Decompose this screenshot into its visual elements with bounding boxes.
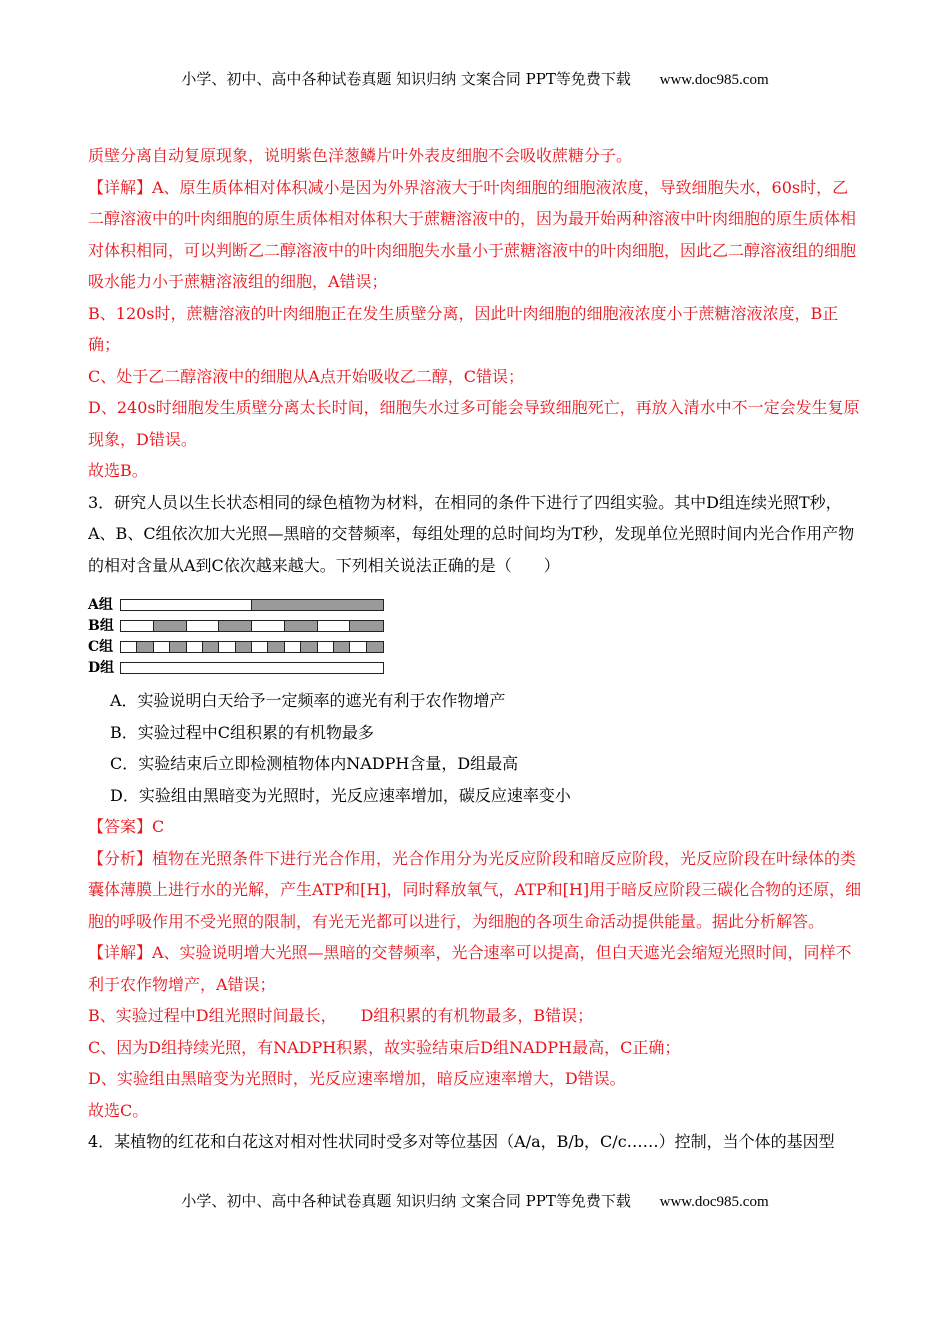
q3-answer: 【答案】C [88, 817, 165, 836]
footer-url[interactable]: www.doc985.com [659, 1194, 769, 1210]
q3-conclusion: 故选C。 [88, 1100, 149, 1120]
dark-segment [252, 600, 383, 610]
q3-option-c: C．实验结束后立即检测植物体内NADPH含量，D组最高 [110, 754, 519, 773]
light-segment [121, 642, 137, 652]
q2-detail-b: B、120s时，蔗糖溶液的叶肉细胞正在发生质壁分离，因此叶肉细胞的细胞液浓度小于蔗糖溶液浓度，B正确； [88, 303, 839, 354]
group-label-d: D组 [88, 660, 115, 676]
q2-conclusion: 故选B。 [88, 461, 148, 480]
light-segment [318, 621, 351, 631]
dark-segment [301, 642, 317, 652]
light-segment [154, 642, 170, 652]
q3-stem: 3．研究人员以生长状态相同的绿色植物为材料，在相同的条件下进行了四组实验。其中D组连续光照T秒，A、B、C组依次加大光照—黑暗的交替频率，每组处理的总时间均为T秒，发现单位光照时间内光合作用产物的相对含量从A到C依次越来越大。下列相关说法正确的是（ ） [88, 492, 855, 575]
q4-stem: 4．某植物的红花和白花这对相对性状同时受多对等位基因（A/a，B/b，C/c……）控制，当个体的基因型 [88, 1132, 835, 1151]
light-segment [187, 642, 203, 652]
q3-detail-d: D、实验组由黑暗变为光照时，光反应速率增加，暗反应速率增大，D错误。 [88, 1069, 626, 1088]
q2-detail: 【详解】A、原生质体相对体积减小是因为外界溶液大于叶肉细胞的细胞液浓度，导致细胞失水，60s时，乙二醇溶液中的叶肉细胞的原生质体相对体积大于蔗糖溶液中的，因为最开始两种溶液中叶肉细胞的原生质体相对体积相同，可以判断乙二醇溶液中的叶肉细胞失水量小于蔗糖溶液中的叶肉细胞，因此乙二醇溶液组的细胞吸水能力小于蔗糖溶液组的细胞，A错误； [88, 177, 857, 291]
diagram-row-b [88, 618, 120, 634]
q3-option-a: A．实验说明白天给予一定频率的遮光有利于农作物增产 [110, 691, 506, 710]
page-content [88, 140, 863, 1158]
dark-segment [137, 642, 153, 652]
light-segment [252, 642, 268, 652]
dark-segment [350, 621, 383, 631]
light-segment [350, 642, 366, 652]
page-footer [0, 1190, 950, 1211]
dark-segment [154, 621, 187, 631]
light-segment [285, 642, 301, 652]
light-segment [121, 600, 252, 610]
header-url[interactable]: www.doc985.com [659, 72, 769, 88]
dark-segment [170, 642, 186, 652]
dark-segment [285, 621, 318, 631]
light-segment [187, 621, 220, 631]
dark-segment [268, 642, 284, 652]
bar-a [120, 599, 384, 611]
diagram-row-c [88, 639, 120, 655]
q3-option-d: D．实验组由黑暗变为光照时，光反应速率增加，碳反应速率变小 [110, 785, 571, 805]
bar-d [120, 662, 384, 674]
dark-segment [203, 642, 219, 652]
q3-option-b: B．实验过程中C组积累的有机物最多 [110, 722, 375, 742]
header-text: 小学、初中、高中各种试卷真题 知识归纳 文案合同 PPT等免费下载 [181, 70, 631, 88]
q3-detail-a: 【详解】A、实验说明增大光照—黑暗的交替频率，光合速率可以提高，但白天遮光会缩短光照时间，同样不利于农作物增产，A错误； [88, 943, 852, 994]
group-label-c: C组 [88, 639, 114, 655]
dark-segment [219, 621, 252, 631]
diagram-row-a [88, 597, 120, 613]
q3-analysis: 【分析】植物在光照条件下进行光合作用，光合作用分为光反应阶段和暗反应阶段，光反应阶段在叶绿体的类囊体薄膜上进行水的光解，产生ATP和[H]，同时释放氧气，ATP和[H]用于暗反应阶段三碳化合物的还原，细胞的呼吸作用不受光照的限制，有光无光都可以进行，为细胞的各项生命活动提供能量。据此分析解答。 [88, 848, 862, 931]
light-segment [121, 621, 154, 631]
light-segment [252, 621, 285, 631]
q3-detail-c: C、因为D组持续光照，有NADPH积累，故实验结束后D组NADPH最高，C正确； [88, 1037, 681, 1057]
page-header [0, 68, 950, 89]
dark-segment [334, 642, 350, 652]
q2-detail-d: D、240s时细胞发生质壁分离太长时间，细胞失水过多可能会导致细胞死亡，再放入清水中不一定会发生复原现象，D错误。 [88, 398, 860, 449]
q2-continuation: 质壁分离自动复原现象，说明紫色洋葱鳞片叶外表皮细胞不会吸收蔗糖分子。 [88, 146, 633, 165]
light-dark-diagram [88, 597, 398, 679]
bar-c [120, 641, 384, 653]
group-label-a: A组 [88, 597, 113, 613]
q2-detail-c: C、处于乙二醇溶液中的细胞从A点开始吸收乙二醇，C错误； [88, 366, 525, 386]
footer-text: 小学、初中、高中各种试卷真题 知识归纳 文案合同 PPT等免费下载 [181, 1192, 631, 1210]
light-segment [318, 642, 334, 652]
dark-segment [367, 642, 383, 652]
light-segment [121, 663, 383, 673]
bar-b [120, 620, 384, 632]
group-label-b: B组 [88, 618, 114, 634]
q3-detail-b: B、实验过程中D组光照时间最长， D组积累的有机物最多，B错误； [88, 1006, 594, 1025]
light-segment [219, 642, 235, 652]
dark-segment [236, 642, 252, 652]
diagram-row-d [88, 660, 120, 676]
